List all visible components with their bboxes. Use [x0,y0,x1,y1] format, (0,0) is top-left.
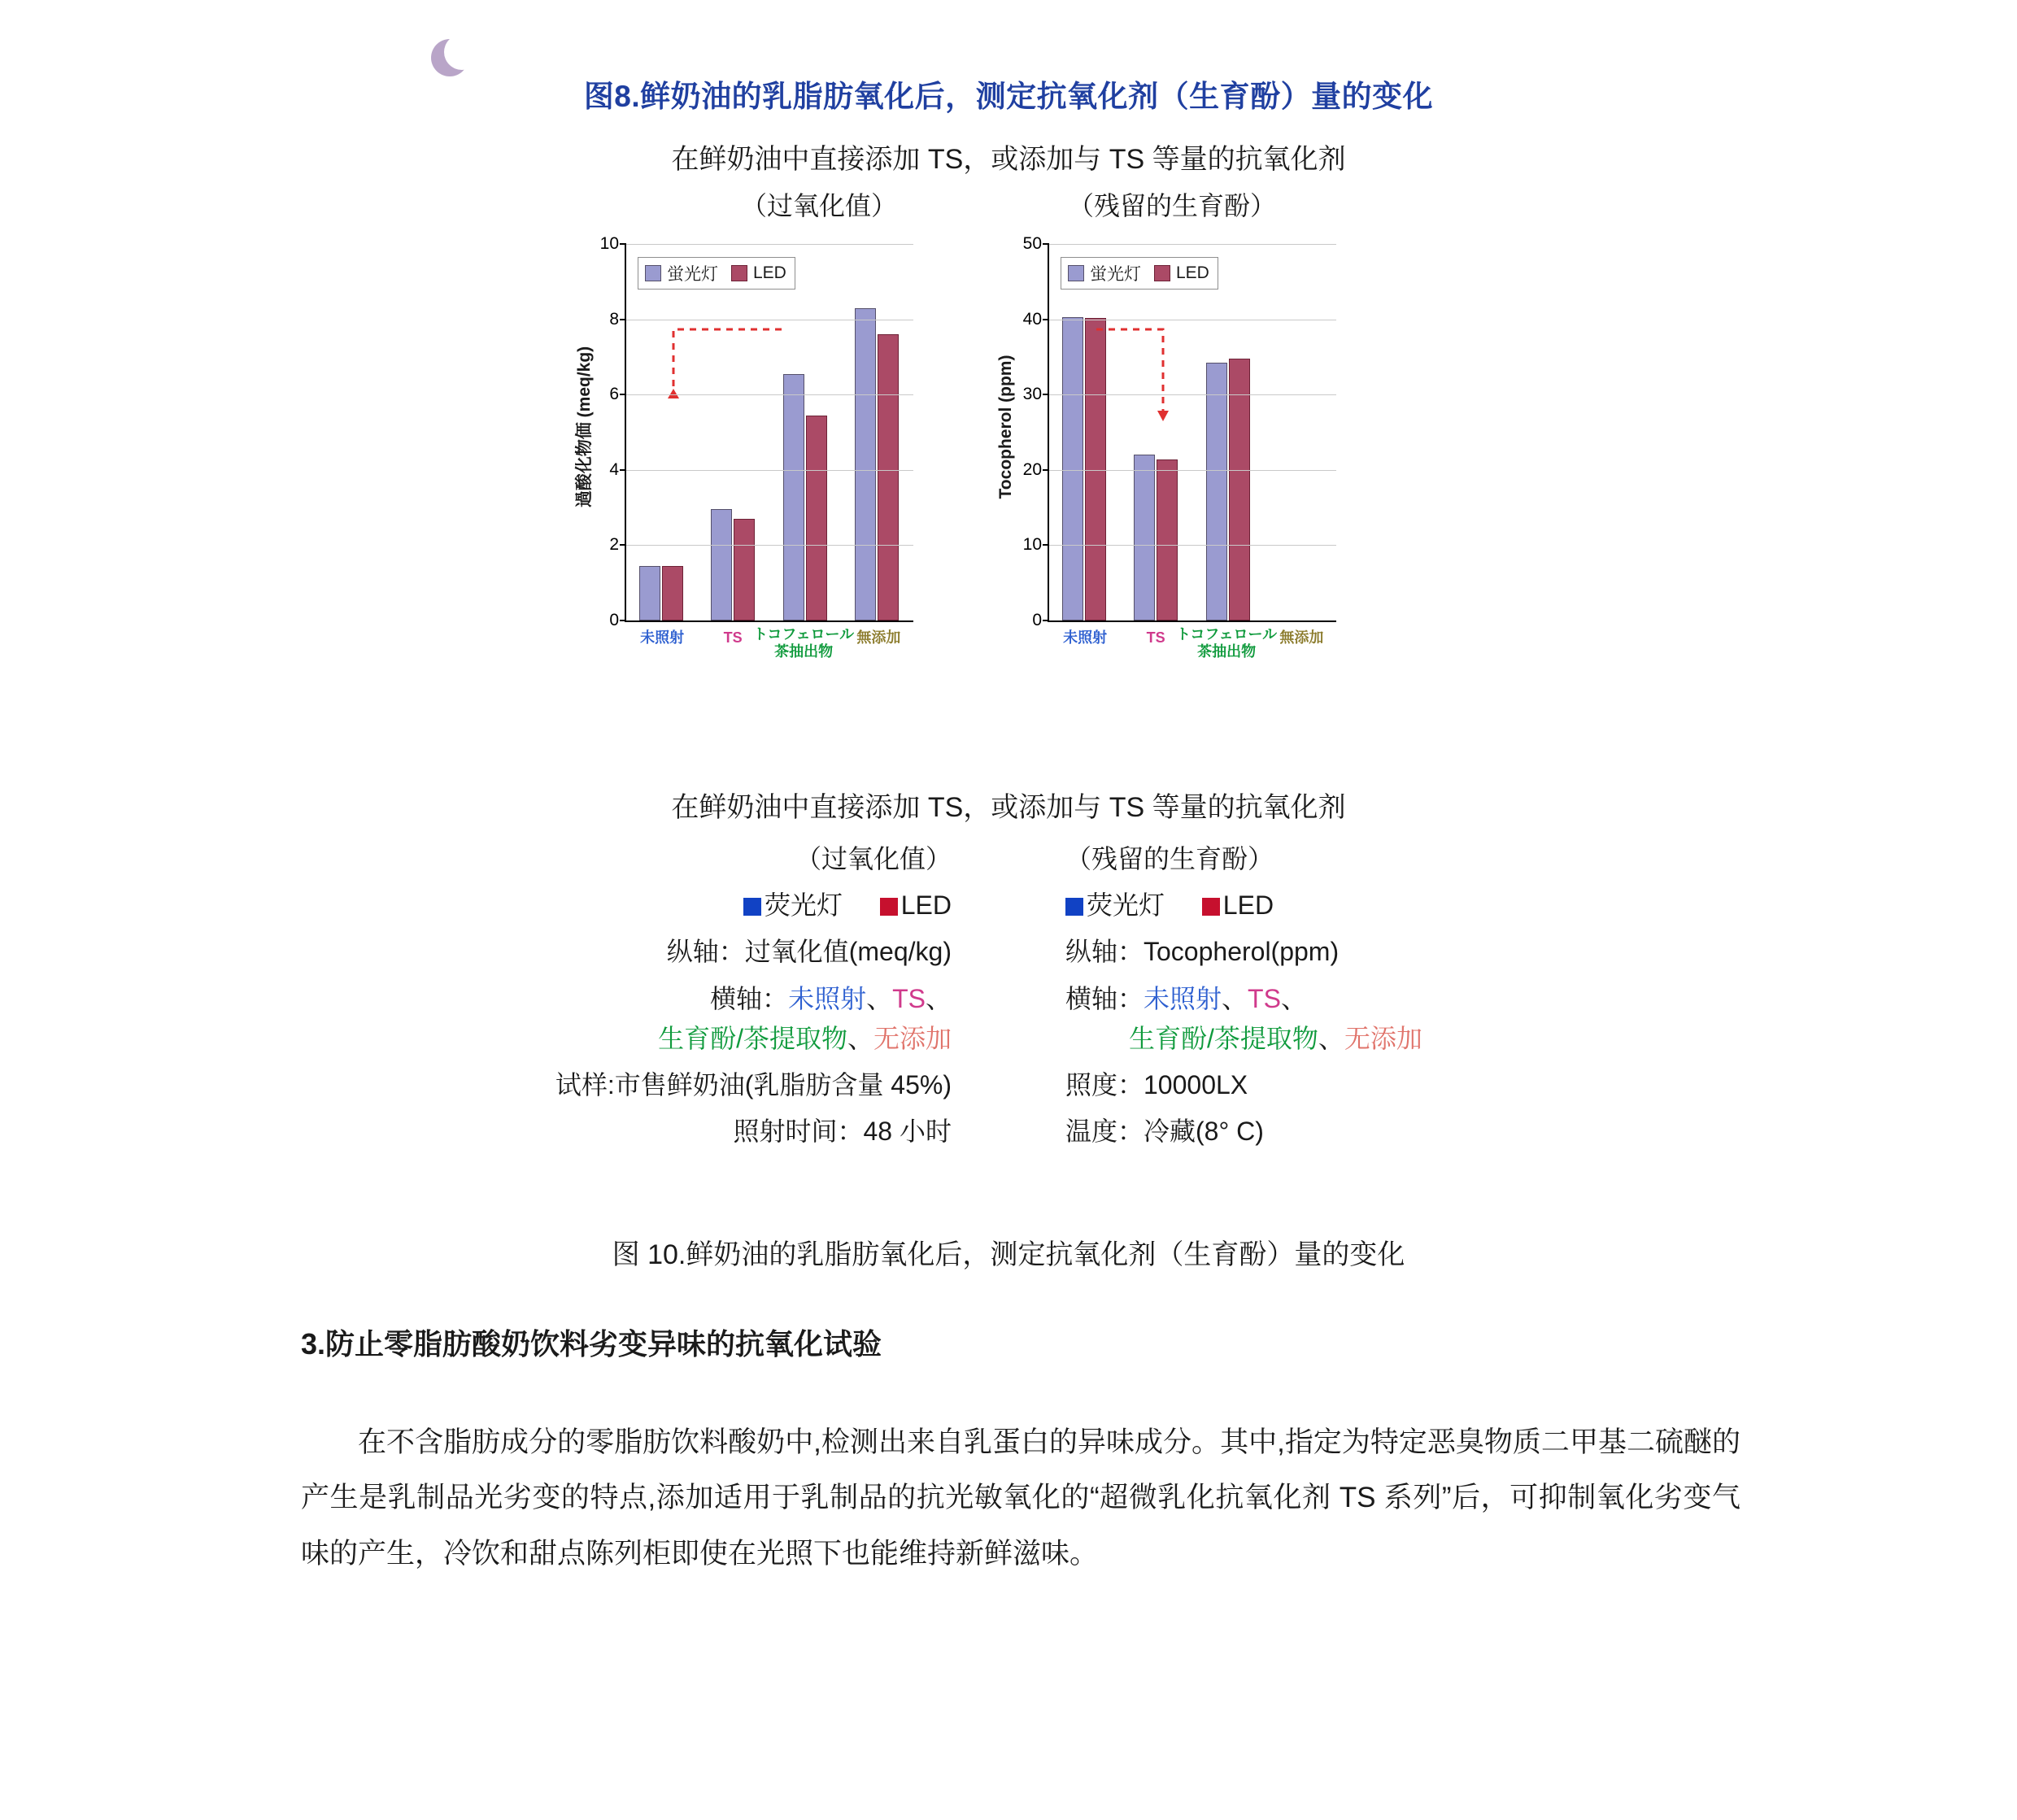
legend-swatch-fluorescent [743,898,761,916]
chart-left-xlabel-2: トコフェロール 茶抽出物 [753,626,855,660]
bar [734,519,755,620]
bar-group [711,509,755,620]
y-axis-tick-label: 8 [609,309,619,329]
chart-right-xlabel-2: トコフェロール 茶抽出物 [1176,626,1278,660]
y-axis-tick [1043,319,1049,320]
sep: 、 [925,983,952,1013]
gridline [626,394,913,395]
panel-captions [0,185,2017,223]
chart-right-ylabel: Tocopherol (ppm) [996,355,1015,499]
chart-left-xlabels [625,628,913,678]
y-axis-tick-label: 4 [609,459,619,479]
description-line1: 在鲜奶油中直接添加 TS，或添加与 TS 等量的抗氧化剂 [671,792,1346,823]
chart-left-plot [599,234,913,629]
legend-label-led: LED [1176,263,1209,282]
y-axis-tick [1043,243,1049,245]
legend-label-led: LED [753,263,786,282]
description-column-right [1057,842,1578,1160]
bar-group [1206,359,1250,620]
left-caption: （过氧化值） [795,844,952,873]
right-info2: 温度：冷藏(8° C) [1065,1117,1264,1147]
y-axis-tick-label: 10 [1022,535,1042,555]
gridline [1049,545,1336,546]
right-yaxis: 纵轴：Tocopherol(ppm) [1065,937,1340,967]
sep: 、 [1318,1023,1344,1053]
description-column-left [439,842,960,1160]
bar [806,416,827,620]
y-axis-tick [1043,620,1049,621]
section-heading: 3.防止零脂肪酸奶饮料劣变异味的抗氧化试验 [301,1327,882,1361]
y-axis-tick [620,319,626,320]
chart-tocopherol [984,236,1358,667]
y-axis-tick-label: 40 [1022,309,1042,329]
left-xaxis [439,982,960,1056]
legend-swatch-led [1202,898,1220,916]
description-columns [0,842,2017,1160]
chart-right-xlabel-3: 無添加 [1279,629,1324,646]
bar [662,566,683,620]
panel-caption-right: （残留的生育酚） [1068,191,1277,220]
figure-title: 图8.鲜奶油的乳脂肪氧化后，测定抗氧化剂（生育酚）量的变化 [583,80,1434,113]
left-legend-fl: 荧光灯 [764,890,843,921]
y-axis-tick [620,469,626,471]
y-axis-tick-label: 50 [1022,234,1042,253]
right-legend-led: LED [1222,890,1274,921]
bar [1229,359,1250,620]
charts-row [561,236,1358,667]
bar-group [783,374,827,620]
bar [711,509,732,620]
y-axis-tick [1043,469,1049,471]
y-axis-tick-label: 2 [609,535,619,555]
legend-swatch-led [880,898,898,916]
sep: 、 [1280,983,1307,1013]
chart-left-xlabel-1: TS [723,629,743,646]
y-axis-tick [620,243,626,245]
gridline [1049,394,1336,395]
chart-left-xlabel-0: 未照射 [640,629,685,646]
gridline [626,545,913,546]
y-axis-tick [1043,544,1049,546]
y-axis-tick [620,394,626,395]
left-xaxis-c: 生育酚/茶提取物 [658,1023,847,1053]
left-legend-led: LED [900,890,952,921]
left-xaxis-b: TS [892,983,926,1013]
legend-swatch-fluorescent [1065,898,1083,916]
legend-label-fluorescent: 蛍光灯 [667,265,718,284]
right-xaxis-b: TS [1248,983,1281,1013]
chart-right-bars [1049,244,1336,620]
y-axis-tick [1043,394,1049,395]
right-xaxis-prefix: 横轴： [1065,983,1144,1013]
y-axis-tick [620,544,626,546]
sep: 、 [866,983,893,1013]
gridline [1049,470,1336,471]
chart-left-bars [626,244,913,620]
y-axis-tick-label: 30 [1022,385,1042,404]
bar-group [639,566,683,620]
chart-right-plot [1022,234,1336,629]
chart-peroxide-value [561,236,935,667]
left-xaxis-d: 无添加 [873,1023,952,1053]
gridline [1049,244,1336,245]
right-info1: 照度：10000LX [1065,1069,1248,1099]
y-axis-tick-label: 10 [599,234,619,253]
panel-caption-left: （过氧化值） [740,191,897,220]
left-info2: 照射时间：48 小时 [733,1117,952,1147]
bar [1134,455,1155,620]
chart-right-xlabel-0: 未照射 [1063,629,1108,646]
bar [1157,459,1178,620]
left-xaxis-prefix: 横轴： [710,983,789,1013]
right-xaxis-a: 未照射 [1144,983,1222,1013]
sep: 、 [1222,983,1248,1013]
figure-subtitle: 在鲜奶油中直接添加 TS，或添加与 TS 等量的抗氧化剂 [671,144,1346,175]
y-axis-tick-label: 20 [1022,459,1042,479]
chart-left-ylabel: 過酸化物価 (meq/kg) [575,346,594,508]
bar [639,566,660,620]
legend-label-fluorescent: 蛍光灯 [1090,265,1141,284]
description-header [0,785,2017,831]
gridline [626,244,913,245]
right-legend-fl: 荧光灯 [1087,890,1165,921]
bar-group [1062,317,1106,620]
right-xaxis-d: 无添加 [1344,1023,1422,1053]
sep: 、 [847,1023,873,1053]
right-xaxis [1057,982,1578,1056]
section-paragraph: 在不含脂肪成分的零脂肪饮料酸奶中,检测出来自乳蛋白的异味成分。其中,指定为特定恶臭物质二甲基二硫醚的产生是乳制品光劣变的特点,添加适用于乳制品的抗光敏氧化的“超微乳化抗氧化剂 TS 系列”后，可抑制氧化劣变气味的产生，冷饮和甜点陈列柜即使在光照下也能维持新鲜滋味。 [301,1426,1740,1570]
y-axis-tick-label: 0 [1032,611,1042,629]
bar [783,374,804,620]
bar [878,334,899,620]
chart-left-xlabel-3: 無添加 [856,629,901,646]
left-legend [439,888,960,923]
right-legend [1057,888,1578,923]
right-xaxis-c: 生育酚/茶提取物 [1129,1023,1318,1053]
y-axis-tick-label: 6 [609,385,619,404]
y-axis-tick-label: 0 [609,611,619,629]
left-yaxis: 纵轴：过氧化值(meq/kg) [666,937,952,967]
bar [1062,317,1083,620]
bar-group [855,308,899,620]
y-axis-tick [620,620,626,621]
gridline [626,470,913,471]
figure10-caption: 图 10.鲜奶油的乳脂肪氧化后，测定抗氧化剂（生育酚）量的变化 [612,1239,1405,1270]
left-xaxis-a: 未照射 [788,983,867,1013]
bar [1206,363,1227,620]
bar [855,308,876,620]
left-info1: 试样:市售鲜奶油(乳脂肪含量 45%) [555,1069,952,1099]
bar-group [1134,455,1178,620]
chart-right-xlabels [1048,628,1336,678]
chart-right-xlabel-1: TS [1146,629,1165,646]
right-caption: （残留的生育酚） [1065,844,1274,873]
